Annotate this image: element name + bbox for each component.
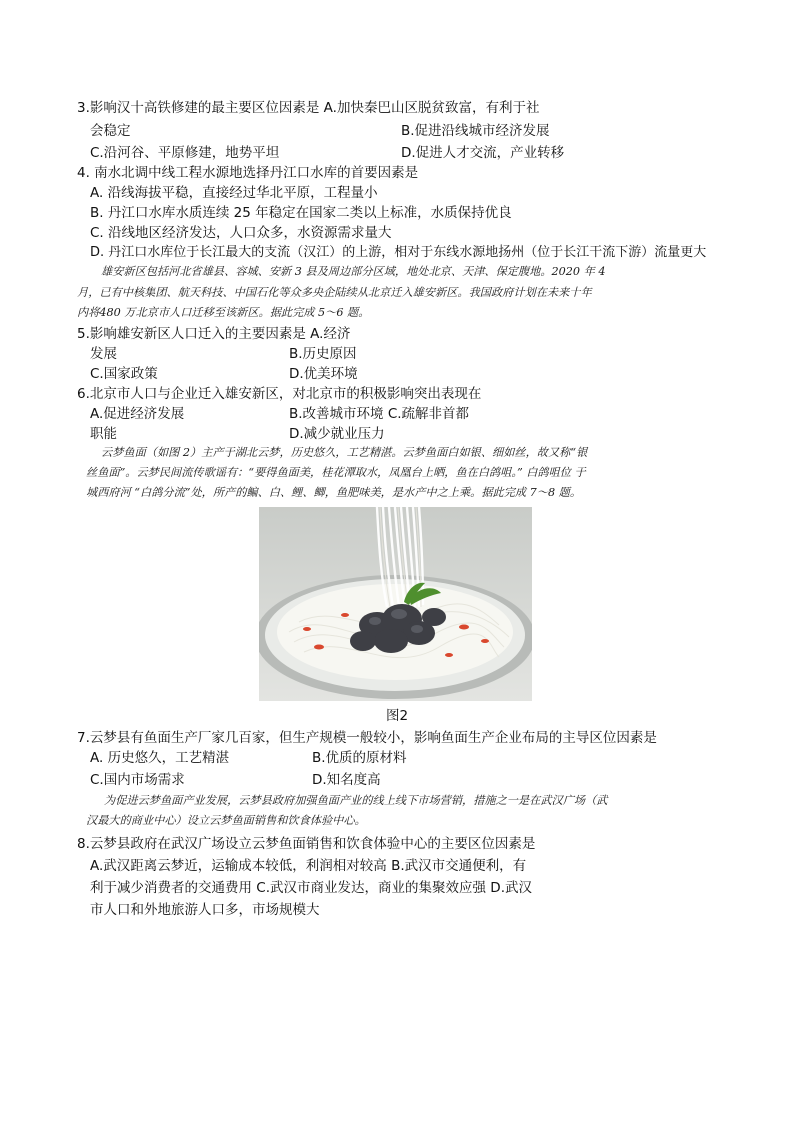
q7-option-c: C.国内市场需求 [90,772,185,788]
q6-option-d: D.减少就业压力 [289,426,385,442]
q8-options-line4: 市人口和外地旅游人口多，市场规模大 [90,902,320,918]
q4-option-c: C. 沿线地区经济发达，人口众多，水资源需求量大 [90,225,392,241]
q3-option-a-cont: 会稳定 [90,123,131,139]
q7-option-b: B.优质的原材料 [312,750,407,766]
q6-option-b-c: B.改善城市环境 C.疏解非首都 [289,406,470,422]
q5-stem: 5.影响雄安新区人口迁入的主要因素是 A.经济 [77,326,351,342]
q6-option-c-cont: 职能 [90,426,117,442]
q3-option-d: D.促进人才交流，产业转移 [401,145,565,161]
q8-options-line3: 利于减少消费者的交通费用 C.武汉市商业发达，商业的集聚效应强 D.武汉 [90,880,532,896]
q6-option-a: A.促进经济发展 [90,406,185,422]
figure-caption: 图2 [386,708,409,724]
q5-option-a-cont: 发展 [90,346,117,362]
q8-stem: 8.云梦县政府在武汉广场设立云梦鱼面销售和饮食体验中心的主要区位因素是 [77,836,536,852]
q4-option-b: B. 丹江口水库水质连续 25 年稳定在国家二类以上标准，水质保持优良 [90,205,512,221]
passage-xiongan-line3: 内将480 万北京市人口迁移至该新区。据此完成 5～6 题。 [77,306,370,319]
q7-option-a: A. 历史悠久，工艺精湛 [90,750,230,766]
q7-option-d: D.知名度高 [312,772,381,788]
q4-option-a: A. 沿线海拔平稳，直接经过华北平原，工程量小 [90,185,378,201]
fish-noodle-photo [259,507,532,701]
q8-options-line2: A.武汉距离云梦近，运输成本较低，利润相对较高 B.武汉市交通便利，有 [90,858,527,874]
passage-wuhan-line2: 汉最大的商业中心）设立云梦鱼面销售和饮食体验中心。 [86,814,366,827]
q3-stem: 3.影响汉十高铁修建的最主要区位因素是 A.加快秦巴山区脱贫致富，有利于社 [77,100,540,116]
passage-xiongan-line2: 月，已有中核集团、航天科技、中国石化等众多央企陆续从北京迁入雄安新区。我国政府计划在未来十年 [77,286,592,299]
q5-option-c: C.国家政策 [90,366,158,382]
q6-stem: 6.北京市人口与企业迁入雄安新区，对北京市的积极影响突出表现在 [77,386,482,402]
passage-yunmeng-line3: 城西府河 “白鸽分流”处，所产的鳊、白、鲤、鲫，鱼肥味美，是水产中之上乘。据此完成 7～8 题。 [86,486,582,499]
passage-yunmeng-line1: 云梦鱼面（如图 2）主产于湖北云梦，历史悠久，工艺精湛。云梦鱼面白如银、细如丝，故又称“银 [101,446,588,459]
q5-option-d: D.优美环境 [289,366,358,382]
passage-xiongan-line1: 雄安新区包括河北省雄县、容城、安新 3 县及周边部分区域，地处北京、天津、保定腹地。2020 年 4 [101,265,606,278]
q3-option-b: B.促进沿线城市经济发展 [401,123,550,139]
fish-noodle-illustration [259,507,532,701]
passage-yunmeng-line2: 丝鱼面”。云梦民间流传歌谣有：“要得鱼面美，桂花潭取水，凤凰台上晒，鱼在白鸽咀。” 白鸽咀位 于 [86,466,586,479]
q4-stem: 4. 南水北调中线工程水源地选择丹江口水库的首要因素是 [77,165,419,181]
q5-option-b: B.历史原因 [289,346,357,362]
q4-option-d: D. 丹江口水库位于长江最大的支流（汉江）的上游，相对于东线水源地扬州（位于长江干流下游）流量更大 [90,245,707,260]
q7-stem: 7.云梦县有鱼面生产厂家几百家，但生产规模一般较小，影响鱼面生产企业布局的主导区位因素是 [77,730,657,746]
q3-option-c: C.沿河谷、平原修建，地势平坦 [90,145,280,161]
passage-wuhan-line1: 为促进云梦鱼面产业发展，云梦县政府加强鱼面产业的线上线下市场营销，措施之一是在武汉广场（武 [104,794,608,807]
